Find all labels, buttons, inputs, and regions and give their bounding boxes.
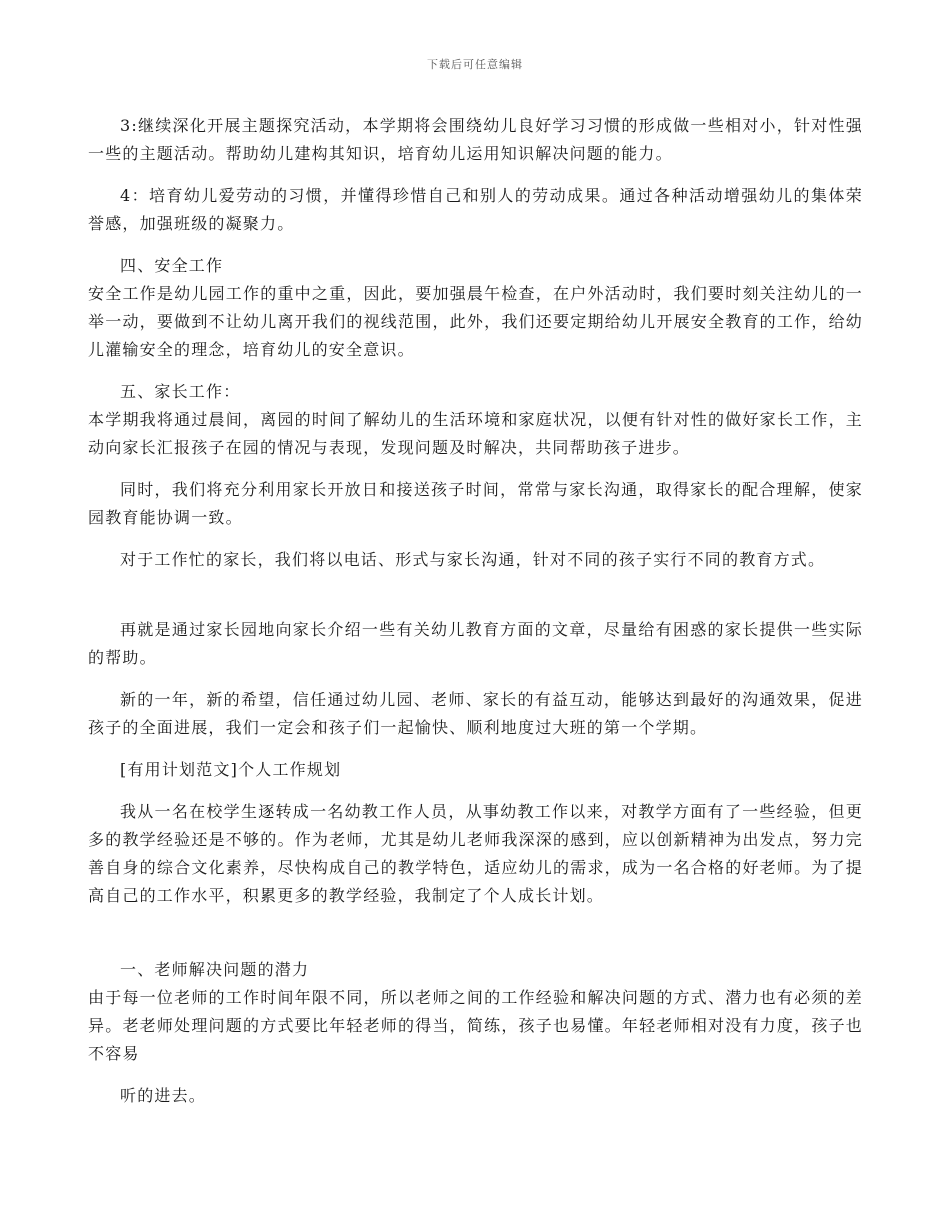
paragraph: 同时，我们将充分利用家长开放日和接送孩子时间，常常与家长沟通，取得家长的配合理解，使家园教育能协调一致。 — [88, 480, 863, 527]
paragraph: 由于每一位老师的工作时间年限不同，所以老师之间的工作经验和解决问题的方式、潜力也有必须的差异。老老师处理问题的方式要比年轻老师的得当，简练，孩子也易懂。年轻老师相对没有力度，孩子也不容易 — [88, 988, 863, 1063]
section-heading: [有用计划范文]个人工作规划 — [120, 760, 342, 779]
paragraph: 听的进去。 — [120, 1086, 207, 1105]
paragraph: 再就是通过家长园地向家长介绍一些有关幼儿教育方面的文章，尽量给有困惑的家长提供一些实际的帮助。 — [88, 620, 863, 667]
section-heading: 四、安全工作 — [120, 256, 224, 275]
paragraph: 4：培育幼儿爱劳动的习惯，并懂得珍惜自己和别人的劳动成果。通过各种活动增强幼儿的集体荣誉感，加强班级的凝聚力。 — [88, 186, 863, 233]
paragraph: 对于工作忙的家长，我们将以电话、形式与家长沟通，针对不同的孩子实行不同的教育方式。 — [120, 550, 826, 569]
section-heading: 一、老师解决问题的潜力 — [120, 960, 310, 979]
paragraph: 3:继续深化开展主题探究活动，本学期将会围绕幼儿良好学习习惯的形成做一些相对小，针对性强一些的主题活动。帮助幼儿建构其知识，培育幼儿运用知识解决问题的能力。 — [88, 116, 863, 163]
paragraph: 我从一名在校学生逐转成一名幼教工作人员，从事幼教工作以来，对教学方面有了一些经验，但更多的教学经验还是不够的。作为老师，尤其是幼儿老师我深深的感到，应以创新精神为出发点，努力完善自身的综合文化素养，尽快构成自己的教学特色，适应幼儿的需求，成为一名合格的好老师。为了提高自己的工作水平，积累更多的教学经验，我制定了个人成长计划。 — [88, 802, 863, 905]
section-heading: 五、家长工作： — [120, 382, 241, 401]
paragraph: 安全工作是幼儿园工作的重中之重，因此，要加强晨午检查，在户外活动时，我们要时刻关注幼儿的一举一动，要做到不让幼儿离开我们的视线范围，此外，我们还要定期给幼儿开展安全教育的工作，给幼儿灌输安全的理念，培育幼儿的安全意识。 — [88, 284, 863, 359]
paragraph: 新的一年，新的希望，信任通过幼儿园、老师、家长的有益互动，能够达到最好的沟通效果，促进孩子的全面进展，我们一定会和孩子们一起愉快、顺利地度过大班的第一个学期。 — [88, 690, 863, 737]
page-header: 下载后可任意编辑 — [427, 58, 523, 71]
paragraph: 本学期我将通过晨间，离园的时间了解幼儿的生活环境和家庭状况，以便有针对性的做好家长工作，主动向家长汇报孩子在园的情况与表现，发现问题及时解决，共同帮助孩子进步。 — [88, 410, 863, 457]
